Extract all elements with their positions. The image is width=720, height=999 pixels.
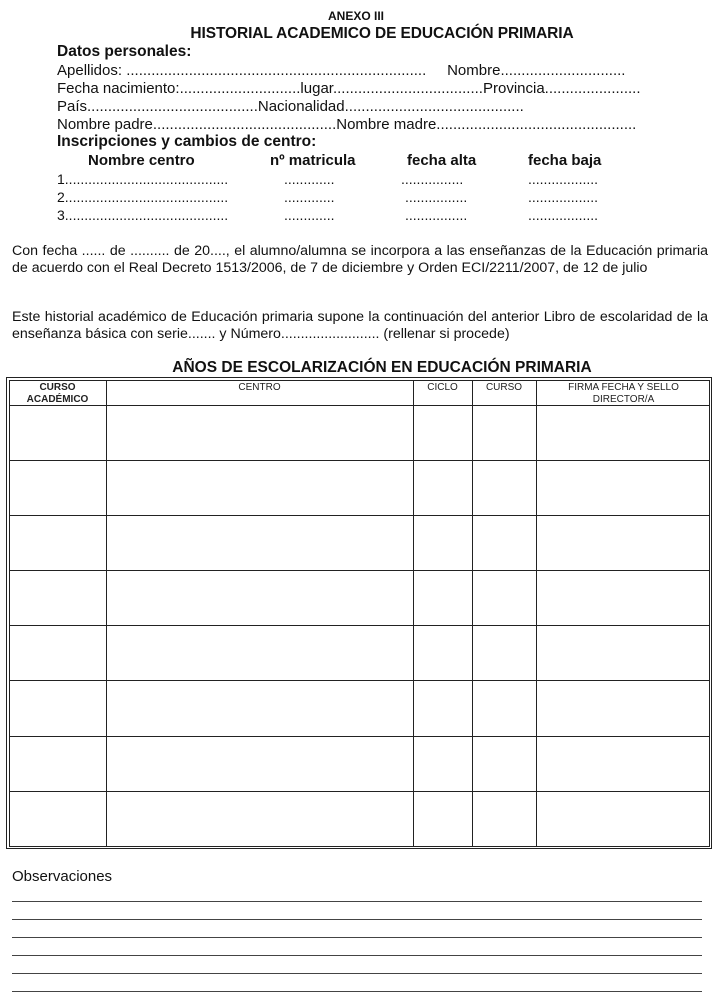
- field-fecha-lugar-provincia[interactable]: Fecha nacimiento:.............................lugar....................................Provincia.......................: [57, 80, 641, 97]
- row-divider: [10, 515, 709, 516]
- schooling-table-title: AÑOS DE ESCOLARIZACIÓN EN EDUCACIÓN PRIMARIA: [172, 359, 592, 376]
- observations-line[interactable]: [12, 937, 702, 938]
- th-line: ACADÉMICO: [26, 393, 89, 405]
- th-curso-academico: [10, 382, 106, 406]
- col-matricula: nº matricula: [270, 152, 356, 169]
- enrollment-1-centro[interactable]: 1..........................................: [57, 171, 229, 187]
- enrollment-2-centro[interactable]: 2..........................................: [57, 189, 229, 205]
- row-divider: [10, 625, 709, 626]
- enrollment-3-alta[interactable]: ................: [405, 207, 468, 223]
- personal-data-heading: Datos personales:: [57, 43, 192, 60]
- continuation-paragraph: Este historial académico de Educación primaria supone la continuación del anterior Libro de escolaridad de la enseñanza básica con serie....... y Número......................... (rellenar si procede): [12, 309, 708, 342]
- document-title: HISTORIAL ACADEMICO DE EDUCACIÓN PRIMARIA: [190, 25, 574, 42]
- th-line: DIRECTOR/A: [592, 393, 655, 405]
- col-divider: [536, 381, 537, 846]
- observations-line[interactable]: [12, 973, 702, 974]
- th-line: CENTRO: [238, 381, 281, 393]
- enrollment-1-alta[interactable]: ................: [401, 171, 464, 187]
- annex-number: ANEXO III: [327, 9, 384, 23]
- th-ciclo: [414, 382, 472, 394]
- enrollment-3-centro[interactable]: 3..........................................: [57, 207, 229, 223]
- enrollment-2-matricula[interactable]: .............: [284, 189, 335, 205]
- observations-line[interactable]: [12, 955, 702, 956]
- col-fecha-alta: fecha alta: [407, 152, 477, 169]
- th-curso: [473, 382, 536, 394]
- row-divider: [10, 736, 709, 737]
- enrollment-1-matricula[interactable]: .............: [284, 171, 335, 187]
- col-fecha-baja: fecha baja: [528, 152, 602, 169]
- th-firma: [537, 382, 711, 406]
- field-apellidos-nombre[interactable]: Apellidos: ........................................................................ Nombre..............................: [57, 62, 626, 79]
- observations-line[interactable]: [12, 901, 702, 902]
- enrollment-3-matricula[interactable]: .............: [284, 207, 335, 223]
- enrollment-2-baja[interactable]: ..................: [528, 189, 599, 205]
- col-divider: [472, 381, 473, 846]
- observations-label: Observaciones: [12, 868, 113, 885]
- col-nombre-centro: Nombre centro: [88, 152, 195, 169]
- enrollment-2-alta[interactable]: ................: [405, 189, 468, 205]
- col-divider: [106, 381, 107, 846]
- th-centro: [107, 382, 413, 394]
- enrollment-3-baja[interactable]: ..................: [528, 207, 599, 223]
- row-divider: [10, 405, 709, 406]
- row-divider: [10, 570, 709, 571]
- row-divider: [10, 460, 709, 461]
- enrollments-heading: Inscripciones y cambios de centro:: [57, 133, 317, 150]
- th-line: CICLO: [427, 381, 458, 393]
- observations-line[interactable]: [12, 991, 702, 992]
- schooling-table: [6, 377, 712, 849]
- observations-line[interactable]: [12, 919, 702, 920]
- row-divider: [10, 680, 709, 681]
- th-line: CURSO: [485, 381, 523, 393]
- field-pais-nacionalidad[interactable]: País.........................................Nacionalidad...........................................: [57, 98, 524, 115]
- enrollment-1-baja[interactable]: ..................: [528, 171, 599, 187]
- schooling-table-grid: [9, 380, 710, 847]
- th-line: FIRMA FECHA Y SELLO: [568, 381, 679, 393]
- th-line: CURSO: [39, 381, 76, 393]
- col-divider: [413, 381, 414, 846]
- field-padre-madre[interactable]: Nombre padre............................................Nombre madre................................................: [57, 116, 637, 133]
- incorporation-paragraph: Con fecha ...... de .......... de 20...., el alumno/alumna se incorpora a las enseñanzas de la Educación primaria de acuerdo con el Real Decreto 1513/2006, de 7 de diciembre y Orden ECI/2211/2007, de 12 de julio: [12, 243, 708, 276]
- row-divider: [10, 791, 709, 792]
